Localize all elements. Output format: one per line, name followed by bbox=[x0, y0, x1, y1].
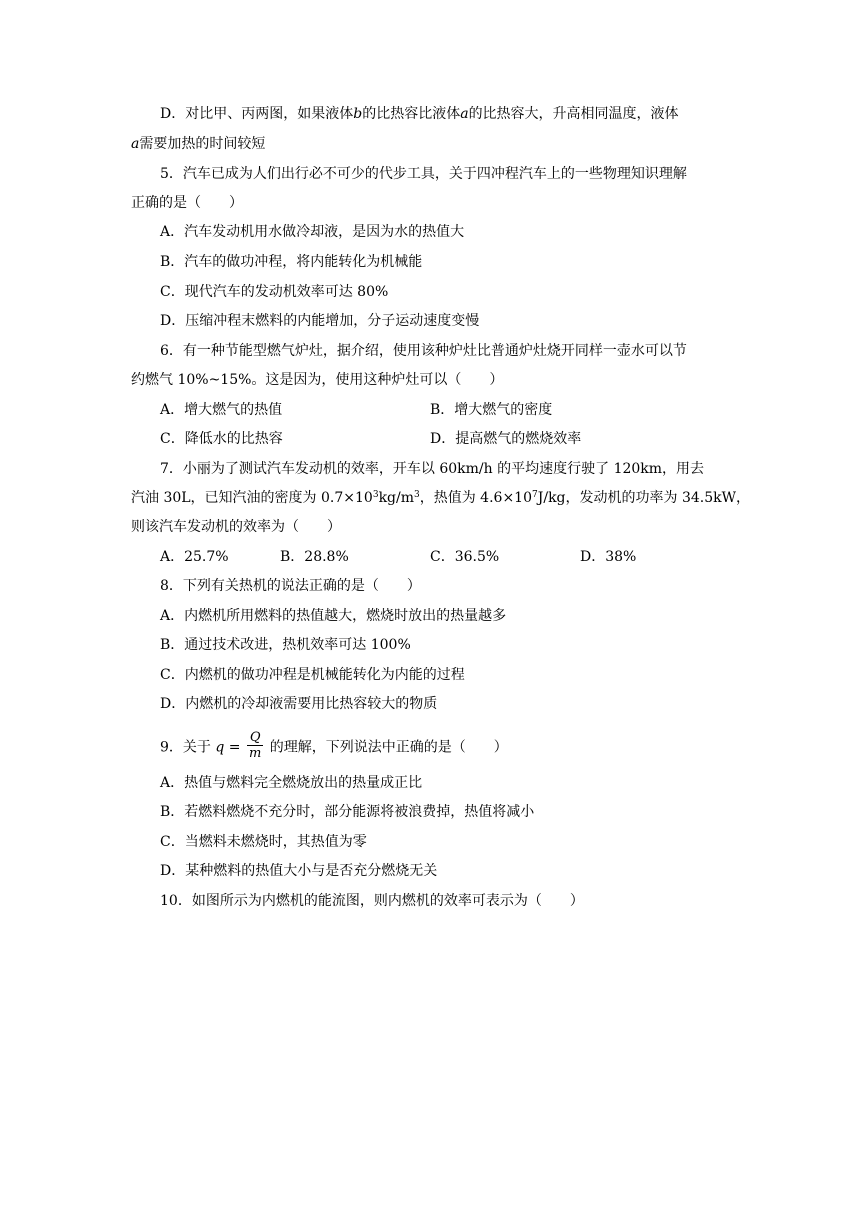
q9-option-c: C．当燃料未燃烧时，其热值为零 bbox=[160, 834, 367, 850]
q7-option-d: D．38% bbox=[580, 549, 637, 565]
q4-option-d-line2 bbox=[131, 134, 265, 154]
q8-option-d: D．内燃机的冷却液需要用比热容较大的物质 bbox=[160, 696, 438, 712]
q9-formula-lhs: q bbox=[215, 739, 225, 756]
q7-exp2: 3 bbox=[414, 490, 420, 500]
q7-option-b: B．28.8% bbox=[280, 549, 349, 565]
q4-var-b: b bbox=[353, 106, 363, 122]
q10-stem: 10．如图所示为内燃机的能流图，则内燃机的效率可表示为（ ） bbox=[160, 893, 584, 909]
q9-stem-suffix: 的理解，下列说法中正确的是（ ） bbox=[269, 739, 508, 756]
q4-option-d-text2: 的比热容比液体 bbox=[362, 106, 461, 122]
q7-option-a: A．25.7% bbox=[160, 549, 229, 565]
q5-option-d: D．压缩冲程末燃料的内能增加，分子运动速度变慢 bbox=[160, 313, 480, 329]
q8-option-c: C．内燃机的做功冲程是机械能转化为内能的过程 bbox=[160, 667, 465, 683]
q6-stem-line1: 6．有一种节能型燃气炉灶，据介绍，使用该种炉灶比普通炉灶烧开同样一壶水可以节 bbox=[160, 343, 687, 359]
q9-option-a: A．热值与燃料完全燃烧放出的热量成正比 bbox=[160, 775, 423, 791]
q9-formula-numerator: Q bbox=[247, 730, 263, 746]
q8-stem: 8．下列有关热机的说法正确的是（ ） bbox=[160, 578, 421, 594]
q6-stem-line2: 约燃气 10%~15%。这是因为，使用这种炉灶可以（ ） bbox=[131, 372, 504, 388]
q9-formula-eq: = bbox=[228, 739, 241, 756]
q7-stem-line3: 则该汽车发动机的效率为（ ） bbox=[131, 519, 341, 535]
q8-option-a: A．内燃机所用燃料的热值越大，燃烧时放出的热量越多 bbox=[160, 608, 507, 624]
q7-exp1: 3 bbox=[372, 490, 379, 500]
q5-stem-line2: 正确的是（ ） bbox=[131, 195, 243, 211]
q9-stem-prefix: 9．关于 bbox=[160, 739, 211, 756]
q4-line2-var-a: a bbox=[131, 136, 140, 152]
q4-var-a: a bbox=[460, 106, 469, 122]
q4-option-d-text1: D．对比甲、丙两图，如果液体 bbox=[160, 106, 354, 122]
q7-exp3: 7 bbox=[532, 490, 538, 500]
q6-option-c: C．降低水的比热容 bbox=[160, 431, 283, 447]
q5-option-a: A．汽车发动机用水做冷却液，是因为水的热值大 bbox=[160, 224, 465, 240]
q5-stem-line1: 5．汽车已成为人们出行必不可少的代步工具，关于四冲程汽车上的一些物理知识理解 bbox=[160, 166, 687, 182]
q7-stem-line1: 7．小丽为了测试汽车发动机的效率，开车以 60km/h 的平均速度行驶了 120km，用去 bbox=[160, 461, 705, 477]
q9-stem bbox=[160, 732, 508, 766]
q7-stem-line2-a: 汽油 30L，已知汽油的密度为 0.7×10 bbox=[131, 490, 373, 506]
q6-option-a: A．增大燃气的热值 bbox=[160, 402, 283, 418]
q4-option-d-line1 bbox=[160, 104, 679, 124]
q4-option-d-text3: 的比热容大，升高相同温度，液体 bbox=[468, 106, 679, 122]
q9-option-b: B．若燃料燃烧不充分时，部分能源将被浪费掉，热值将减小 bbox=[160, 804, 535, 820]
q8-option-b: B．通过技术改进，热机效率可达 100% bbox=[160, 637, 411, 653]
q9-formula-fraction bbox=[247, 730, 263, 761]
q4-option-d-line2-text: 需要加热的时间较短 bbox=[139, 136, 266, 152]
q7-stem-line2-c: ，热值为 4.6×10 bbox=[419, 490, 532, 506]
q6-option-b: B．增大燃气的密度 bbox=[430, 402, 553, 418]
q9-option-d: D．某种燃料的热值大小与是否充分燃烧无关 bbox=[160, 863, 438, 879]
q9-formula-denominator: m bbox=[248, 746, 262, 761]
q5-option-c: C．现代汽车的发动机效率可达 80% bbox=[160, 284, 389, 300]
q7-stem-line2 bbox=[131, 488, 750, 508]
q7-stem-line2-b: kg/m bbox=[378, 490, 414, 506]
q7-stem-line2-d: J/kg，发动机的功率为 34.5kW， bbox=[537, 490, 751, 506]
q6-option-d: D．提高燃气的燃烧效率 bbox=[430, 431, 582, 447]
q5-option-b: B．汽车的做功冲程，将内能转化为机械能 bbox=[160, 254, 423, 270]
q7-option-c: C．36.5% bbox=[430, 549, 500, 565]
